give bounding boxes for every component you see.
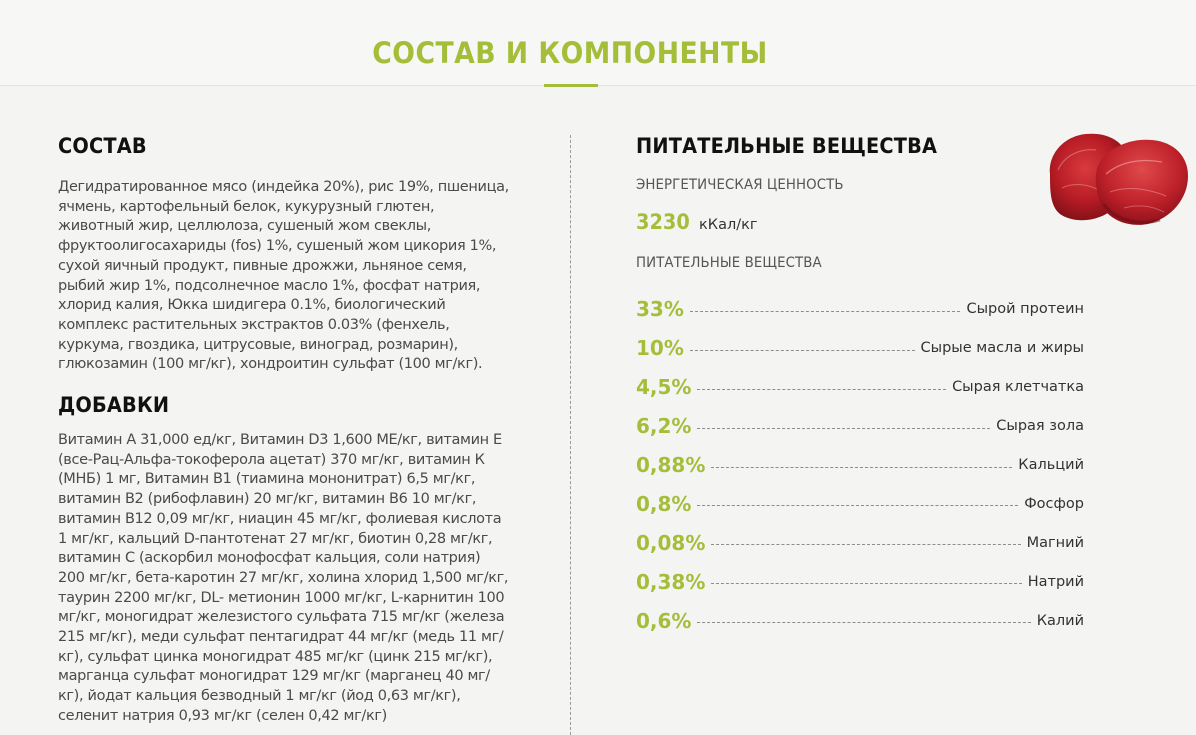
page-header [0, 0, 1196, 86]
dotted-leader [690, 311, 961, 312]
nutrient-percent: 6,2% [636, 414, 692, 439]
dotted-leader [711, 583, 1021, 584]
page-title: СОСТАВ И КОМПОНЕНТЫ [372, 36, 768, 70]
nutrient-row [636, 368, 1084, 407]
nutrient-name: Фосфор [1024, 495, 1084, 512]
nutrient-percent: 4,5% [636, 375, 692, 400]
nutrient-percent: 0,38% [636, 569, 706, 594]
dotted-leader [697, 505, 1018, 506]
additives-text: Витамин А 31,000 ед/кг, Витамин D3 1,600 МЕ/кг, витамин Е (все-Рац-Альфа-токоферола ацетат) 370 мг/кг, витамин К (МНБ) 1 мг, Витамин В1 (тиамина мононитрат) 6,5 мг/кг, витамин В2 (рибофлавин) 20 мг/кг, витамин В6 10 мг/кг, витамин В12 0,09 мг/кг, ниацин 45 мг/кг, фолиевая кислота 1 мг/кг, кальций D-пантотенат 27 мг/кг, биотин 0,28 мг/кг, витамин С (аскорбил монофосфат кальция, соли натрия) 200 мг/кг, бета-каротин 27 мг/кг, холина хлорид 1,500 мг/кг, таурин 2200 мг/кг, DL- метионин 1000 мг/кг, L-карнитин 100 мг/кг, моногидрат железистого сульфата 715 мг/кг (железа 215 мг/кг), меди сульфат пентагидрат 44 мг/кг (медь 11 мг/кг), сульфат цинка моногидрат 485 мг/кг (цинк 215 мг/кг), марганца сульфат моногидрат 129 мг/кг (марганец 40 мг/кг), йодат кальция безводный 1 мг/кг (йод 0,63 мг/кг), селенит натрия 0,93 мг/кг (селен 0,42 мг/кг) [58, 432, 509, 724]
nutrient-percent: 0,8% [636, 491, 692, 516]
nutrient-row [636, 601, 1084, 640]
composition-text: Дегидратированное мясо (индейка 20%), рис 19%, пшеница, ячмень, картофельный белок, кукурузный глютен, животный жир, целлюлоза, сушеный жом свеклы, фруктоолигосахариды (fos) 1%, сушеный жом цикория 1%, сухой яичный продукт, пивные дрожжи, льняное семя, рыбий жир 1%, подсолнечное масло 1%, фосфат натрия, хлорид калия, Юкка шидигера 0.1%, биологический комплекс растительных экстрактов 0.03% (фенхель, куркума, гвоздика, цитрусовые, виноград, розмарин), глюкозамин (100 мг/кг), хондроитин сульфат (100 мг/кг). [58, 179, 509, 373]
nutrient-row [636, 407, 1084, 446]
dotted-leader [711, 544, 1020, 545]
dotted-leader [697, 389, 946, 390]
nutrient-row [636, 484, 1084, 523]
column-divider [570, 135, 571, 735]
nutrient-percent: 0,88% [636, 453, 706, 477]
nutrient-name: Кальций [1018, 457, 1084, 473]
dotted-leader [697, 622, 1030, 623]
nutrients-list-label: ПИТАТЕЛЬНЫЕ ВЕЩЕСТВА [636, 255, 822, 271]
energy-row [636, 210, 758, 234]
dotted-leader [690, 350, 915, 351]
nutrient-percent: 33% [636, 297, 684, 322]
dotted-leader [711, 467, 1012, 468]
nutrient-list [636, 290, 1084, 640]
nutrient-row [636, 562, 1084, 601]
nutrient-row [636, 523, 1084, 562]
raw-meat-steak-image [1040, 126, 1192, 230]
nutrient-name: Калий [1036, 612, 1084, 629]
nutrient-name: Сырая клетчатка [952, 379, 1084, 396]
composition-heading: СОСТАВ [58, 134, 147, 158]
nutrient-row [636, 446, 1084, 485]
additives-heading: ДОБАВКИ [58, 393, 170, 417]
title-underline [544, 84, 598, 87]
energy-label: ЭНЕРГЕТИЧЕСКАЯ ЦЕННОСТЬ [636, 177, 844, 193]
dotted-leader [697, 428, 990, 429]
energy-unit: кКал/кг [699, 217, 758, 233]
nutrient-name: Сырые масла и жиры [920, 340, 1084, 357]
nutrient-percent: 0,6% [636, 608, 692, 633]
nutrient-name: Натрий [1027, 573, 1084, 590]
nutrient-name: Сырая зола [996, 418, 1084, 435]
nutrient-percent: 0,08% [636, 530, 706, 555]
nutrient-name: Сырой протеин [966, 301, 1084, 318]
nutrient-row [636, 290, 1084, 329]
energy-value: 3230 [636, 210, 690, 234]
nutrient-name: Магний [1026, 534, 1084, 551]
nutrients-heading: ПИТАТЕЛЬНЫЕ ВЕЩЕСТВА [636, 134, 938, 158]
nutrient-row [636, 329, 1084, 368]
nutrient-percent: 10% [636, 336, 684, 361]
